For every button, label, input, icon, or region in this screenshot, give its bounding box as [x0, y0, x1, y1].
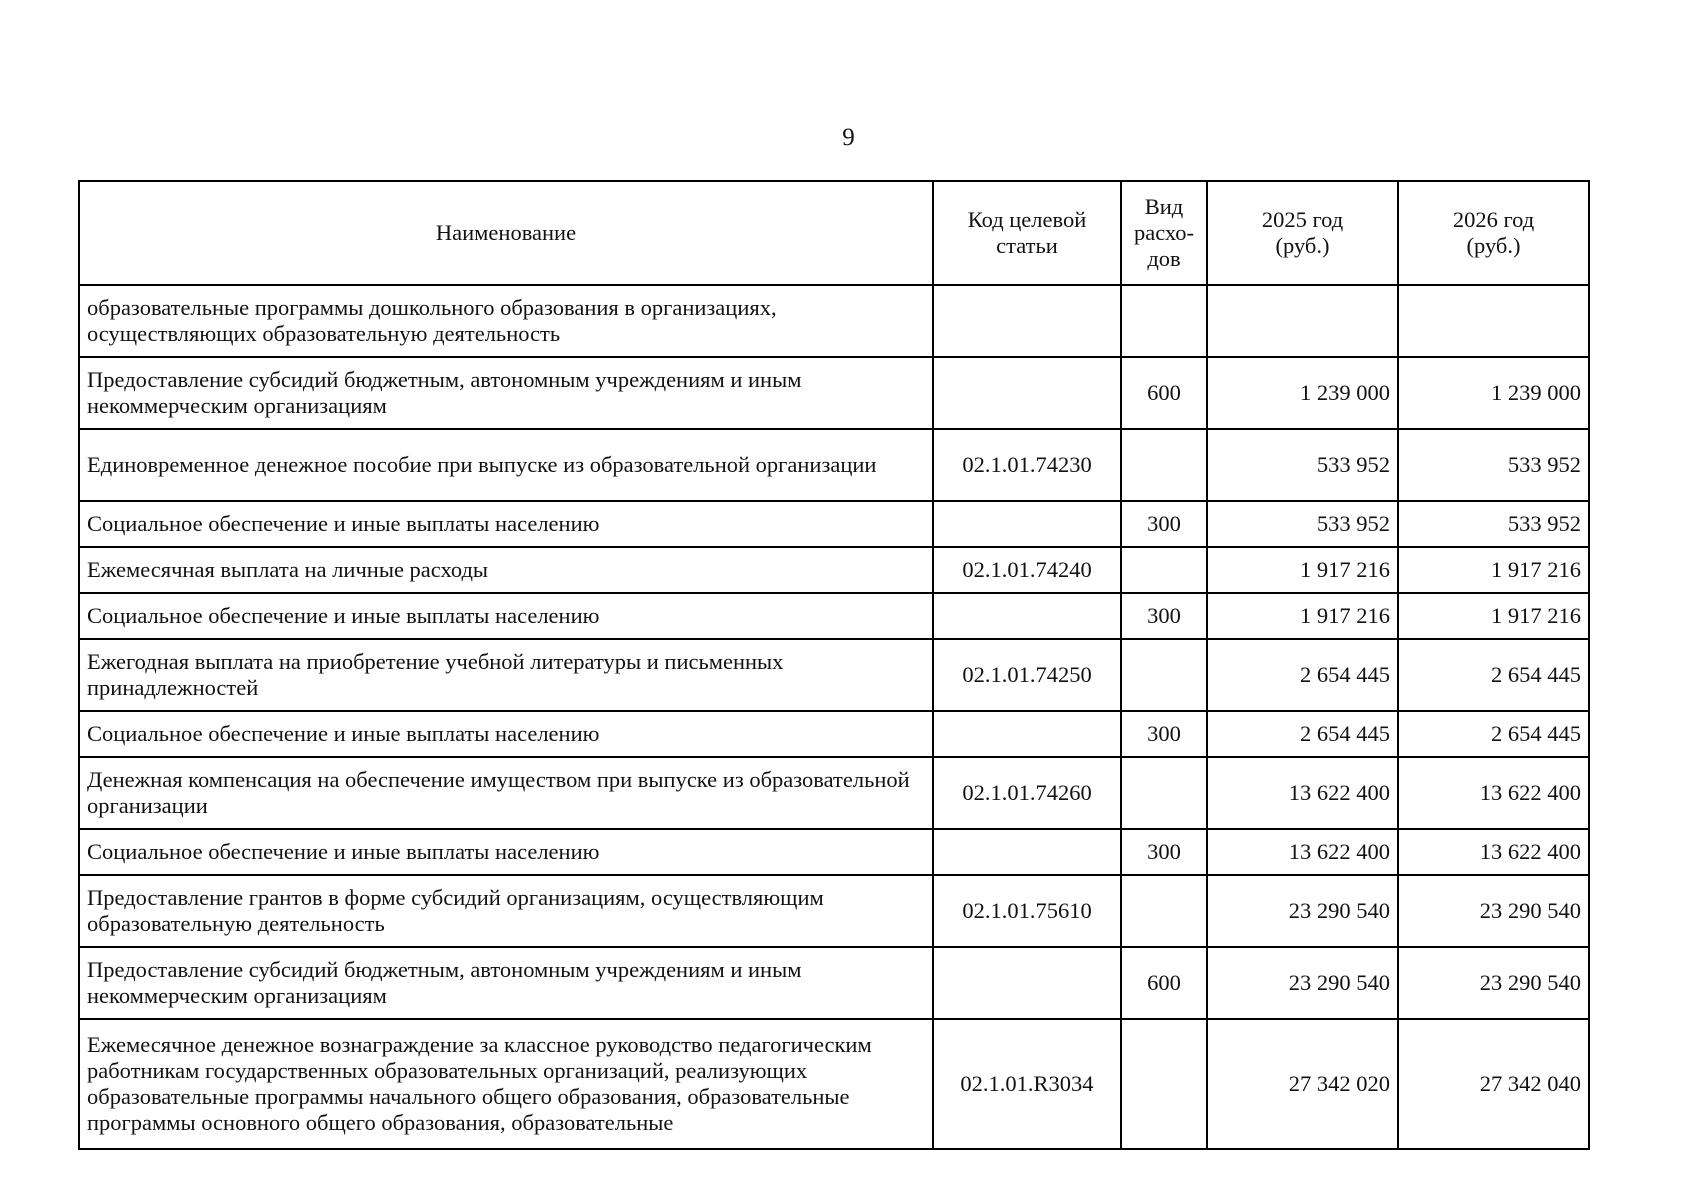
header-name: Наименование: [79, 181, 933, 285]
table-row: [79, 875, 1589, 947]
row-2025: 2 654 445: [1207, 711, 1398, 757]
row-2025: 533 952: [1207, 501, 1398, 547]
row-2025: 13 622 400: [1207, 829, 1398, 875]
row-code: [933, 711, 1121, 757]
table-row: [79, 357, 1589, 429]
table-row: [79, 711, 1589, 757]
table-row: [79, 429, 1589, 501]
row-2026: 13 622 400: [1398, 757, 1589, 829]
row-2026: 1 239 000: [1398, 357, 1589, 429]
table-row: [79, 593, 1589, 639]
row-name: Предоставление грантов в форме субсидий организациям, осуществляющим образовательную деятельность: [79, 875, 933, 947]
table-row: [79, 501, 1589, 547]
row-code: [933, 593, 1121, 639]
row-expense-type: [1121, 547, 1207, 593]
row-name: Предоставление субсидий бюджетным, автономным учреждениям и иным некоммерческим организациям: [79, 947, 933, 1019]
table-row: [79, 757, 1589, 829]
header-2026: 2026 год (руб.): [1398, 181, 1589, 285]
row-expense-type: 300: [1121, 593, 1207, 639]
row-expense-type: 600: [1121, 357, 1207, 429]
row-2026: 533 952: [1398, 429, 1589, 501]
row-code: 02.1.01.74260: [933, 757, 1121, 829]
row-name: Предоставление субсидий бюджетным, автономным учреждениям и иным некоммерческим организациям: [79, 357, 933, 429]
row-2026: 1 917 216: [1398, 547, 1589, 593]
row-code: [933, 285, 1121, 357]
row-2025: 1 917 216: [1207, 593, 1398, 639]
row-2026: 13 622 400: [1398, 829, 1589, 875]
row-code: [933, 357, 1121, 429]
row-expense-type: [1121, 639, 1207, 711]
row-code: 02.1.01.74250: [933, 639, 1121, 711]
row-2025: 1 917 216: [1207, 547, 1398, 593]
row-2025: 533 952: [1207, 429, 1398, 501]
row-code: [933, 947, 1121, 1019]
table-row: [79, 639, 1589, 711]
header-2025: 2025 год (руб.): [1207, 181, 1398, 285]
row-expense-type: 600: [1121, 947, 1207, 1019]
row-expense-type: 300: [1121, 711, 1207, 757]
header-code: Код целевой статьи: [933, 181, 1121, 285]
row-code: 02.1.01.R3034: [933, 1019, 1121, 1149]
row-name: образовательные программы дошкольного образования в организациях, осуществляющих образовательную деятельность: [79, 285, 933, 357]
row-2026: 27 342 040: [1398, 1019, 1589, 1149]
row-expense-type: 300: [1121, 501, 1207, 547]
row-expense-type: 300: [1121, 829, 1207, 875]
row-2025: 2 654 445: [1207, 639, 1398, 711]
row-2026: 533 952: [1398, 501, 1589, 547]
budget-table: [78, 180, 1590, 1150]
table-row: [79, 1019, 1589, 1149]
row-code: [933, 829, 1121, 875]
row-code: [933, 501, 1121, 547]
row-2026: 23 290 540: [1398, 947, 1589, 1019]
row-code: 02.1.01.75610: [933, 875, 1121, 947]
row-2025: 1 239 000: [1207, 357, 1398, 429]
row-2026: 2 654 445: [1398, 711, 1589, 757]
row-name: Денежная компенсация на обеспечение имуществом при выпуске из образовательной организации: [79, 757, 933, 829]
table-header-row: [79, 181, 1589, 285]
row-2026: 23 290 540: [1398, 875, 1589, 947]
row-2026: 1 917 216: [1398, 593, 1589, 639]
table-row: [79, 829, 1589, 875]
row-expense-type: [1121, 429, 1207, 501]
row-expense-type: [1121, 875, 1207, 947]
header-expense-type: Вид расхо- дов: [1121, 181, 1207, 285]
page-number: 9: [842, 124, 855, 151]
row-2025: [1207, 285, 1398, 357]
row-2026: [1398, 285, 1589, 357]
table-row: [79, 285, 1589, 357]
row-name: Социальное обеспечение и иные выплаты населению: [79, 711, 933, 757]
row-name: Социальное обеспечение и иные выплаты населению: [79, 829, 933, 875]
row-name: Ежемесячная выплата на личные расходы: [79, 547, 933, 593]
row-name: Единовременное денежное пособие при выпуске из образовательной организации: [79, 429, 933, 501]
row-2025: 13 622 400: [1207, 757, 1398, 829]
row-expense-type: [1121, 757, 1207, 829]
row-name: Ежемесячное денежное вознаграждение за классное руководство педагогическим работникам государственных образовательных организаций, реализующих образовательные программы начального общего образования, образовательные программы основного общего образования, образовательные: [79, 1019, 933, 1149]
row-2025: 23 290 540: [1207, 947, 1398, 1019]
row-code: 02.1.01.74230: [933, 429, 1121, 501]
row-2025: 27 342 020: [1207, 1019, 1398, 1149]
row-2025: 23 290 540: [1207, 875, 1398, 947]
row-name: Ежегодная выплата на приобретение учебной литературы и письменных принадлежностей: [79, 639, 933, 711]
row-name: Социальное обеспечение и иные выплаты населению: [79, 593, 933, 639]
row-code: 02.1.01.74240: [933, 547, 1121, 593]
table-row: [79, 547, 1589, 593]
row-expense-type: [1121, 285, 1207, 357]
row-2026: 2 654 445: [1398, 639, 1589, 711]
row-name: Социальное обеспечение и иные выплаты населению: [79, 501, 933, 547]
table-row: [79, 947, 1589, 1019]
row-expense-type: [1121, 1019, 1207, 1149]
